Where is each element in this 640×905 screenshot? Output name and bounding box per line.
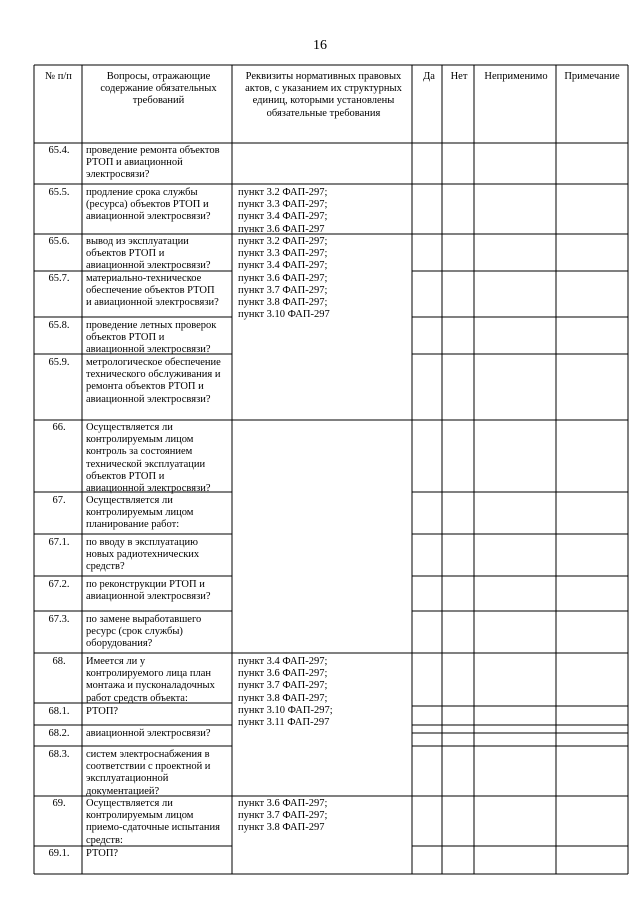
question-text: вывод из эксплуатации объектов РТОП и авиационной электросвязи? bbox=[86, 236, 211, 272]
row-number: 69.1. bbox=[48, 848, 70, 859]
row-number: 65.7. bbox=[48, 273, 70, 284]
requisites-text: пункт 3.2 ФАП-297; пункт 3.3 ФАП-297; пункт 3.4 ФАП-297; пункт 3.6 ФАП-297; пункт 3.7 ФАП-297; пункт 3.8 ФАП-297; пункт 3.10 ФАП-297 bbox=[238, 236, 330, 321]
row-number: 68.2. bbox=[48, 728, 70, 739]
row-number: 65.5. bbox=[48, 187, 70, 198]
header-na: Неприменимо bbox=[484, 71, 548, 82]
row-number: 65.6. bbox=[48, 236, 70, 247]
question-text: систем электроснабжения в соответствии с проектной и эксплуатационной документацией? bbox=[86, 749, 211, 797]
row-number: 68.3. bbox=[48, 749, 70, 760]
question-text: Осуществляется ли контролируемым лицом планирование работ: bbox=[86, 495, 194, 531]
question-text: продление срока службы (ресурса) объектов РТОП и авиационной электросвязи? bbox=[86, 187, 211, 223]
header-num: № п/п bbox=[45, 71, 72, 82]
header-yes: Да bbox=[423, 71, 435, 82]
question-text: проведение ремонта объектов РТОП и авиационной электросвязи? bbox=[86, 145, 220, 181]
row-number: 69. bbox=[52, 798, 66, 809]
row-number: 67.1. bbox=[48, 537, 70, 548]
requisites-text: пункт 3.4 ФАП-297; пункт 3.6 ФАП-297; пункт 3.7 ФАП-297; пункт 3.8 ФАП-297; пункт 3.10 ФАП-297; пункт 3.11 ФАП-297 bbox=[238, 656, 333, 729]
row-number: 65.4. bbox=[48, 145, 70, 156]
row-number: 65.8. bbox=[48, 320, 70, 331]
page-number: 16 bbox=[313, 38, 327, 53]
row-number: 67.3. bbox=[48, 614, 70, 625]
question-text: авиационной электросвязи? bbox=[86, 728, 211, 739]
question-text: Осуществляется ли контролируемым лицом приемо-сдаточные испытания средств: bbox=[86, 798, 220, 846]
row-number: 67. bbox=[52, 495, 66, 506]
row-number: 66. bbox=[52, 422, 66, 433]
question-text: РТОП? bbox=[86, 706, 119, 717]
question-text: проведение летных проверок объектов РТОП и авиационной электросвязи? bbox=[86, 320, 217, 356]
row-number: 67.2. bbox=[48, 579, 70, 590]
question-text: Имеется ли у контролируемого лица план монтажа и пусконаладочных работ средств объекта: bbox=[86, 656, 215, 704]
header-no: Нет bbox=[450, 71, 468, 82]
question-text: РТОП? bbox=[86, 848, 119, 859]
question-text: материально-техническое обеспечение объектов РТОП и авиационной электросвязи? bbox=[86, 273, 219, 309]
question-text: метрологическое обеспечение технического обслуживания и ремонта объектов РТОП и авиационной электросвязи? bbox=[86, 357, 221, 405]
requisites-text: пункт 3.2 ФАП-297; пункт 3.3 ФАП-297; пункт 3.4 ФАП-297; пункт 3.6 ФАП-297 bbox=[238, 187, 328, 235]
question-text: по вводу в эксплуатацию новых радиотехнических средств? bbox=[86, 537, 200, 573]
question-text: Осуществляется ли контролируемым лицом контроль за состоянием технической эксплуатации объектов РТОП и авиационной электросвязи? bbox=[86, 422, 211, 495]
row-number: 65.9. bbox=[48, 357, 70, 368]
row-number: 68.1. bbox=[48, 706, 70, 717]
header-question: Вопросы, отражающие содержание обязательных требований bbox=[100, 71, 217, 107]
question-text: по замене выработавшего ресурс (срок службы) оборудования? bbox=[86, 614, 202, 650]
question-text: по реконструкции РТОП и авиационной электросвязи? bbox=[86, 579, 211, 603]
row-number: 68. bbox=[52, 656, 66, 667]
header-requisites: Реквизиты нормативных правовых актов, с указанием их структурных единиц, которыми установлены обязательные требования bbox=[245, 71, 402, 119]
header-note: Примечание bbox=[564, 71, 620, 82]
requisites-text: пункт 3.6 ФАП-297; пункт 3.7 ФАП-297; пункт 3.8 ФАП-297 bbox=[238, 798, 328, 834]
